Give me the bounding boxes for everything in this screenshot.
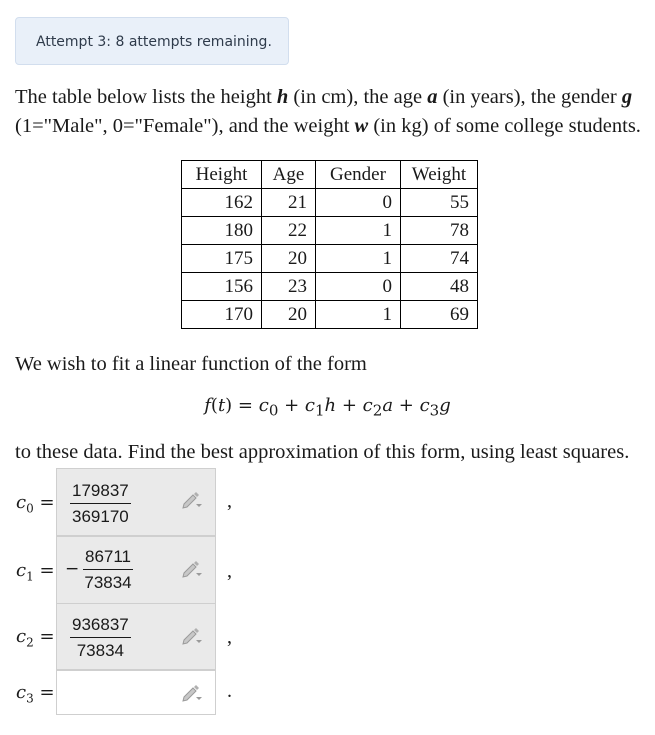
cell-gender: 0: [316, 273, 401, 301]
table-row: [182, 217, 478, 245]
c1-sign: −: [65, 559, 80, 579]
intro-text-4: (1="Male", 0="Female"), and the weight: [15, 115, 355, 137]
formula-f: f: [204, 395, 211, 416]
cell-age: 21: [262, 189, 316, 217]
problem-intro: [15, 83, 645, 141]
pencil-icon[interactable]: [181, 491, 203, 509]
pencil-icon[interactable]: [181, 560, 203, 578]
table-row: [182, 301, 478, 329]
c0-punct: ,: [227, 490, 232, 512]
cell-gender: 0: [316, 189, 401, 217]
cell-gender: 1: [316, 245, 401, 273]
model-formula: $f(t) = c_0 + c_1h + c_2a + c_3g$: [204, 395, 451, 420]
c0-answer-field[interactable]: [56, 468, 216, 536]
var-w: w: [354, 115, 369, 137]
c1-numerator: 86711: [83, 547, 133, 570]
formula-c1: c: [304, 395, 315, 416]
cell-height: 162: [182, 189, 262, 217]
c0-label: $c_0$ =: [16, 492, 55, 516]
cell-age: 23: [262, 273, 316, 301]
cell-height: 170: [182, 301, 262, 329]
formula-c3: c: [419, 395, 430, 416]
header-age: Age: [262, 161, 316, 189]
c2-fraction: [70, 615, 131, 661]
var-a: a: [427, 86, 438, 108]
table-row: [182, 189, 478, 217]
c1-denominator: 73834: [84, 573, 132, 592]
c2-numerator: 936837: [70, 615, 131, 638]
table-row: [182, 273, 478, 301]
cell-height: 156: [182, 273, 262, 301]
header-gender: Gender: [316, 161, 401, 189]
cell-weight: 55: [401, 189, 478, 217]
formula-t: t: [217, 395, 226, 416]
c2-denominator: 73834: [76, 641, 124, 660]
data-table: [181, 160, 478, 329]
formula-h: h: [324, 395, 337, 416]
intro-text-2: (in cm), the age: [288, 86, 428, 108]
c3-answer-field[interactable]: [56, 670, 216, 715]
cell-weight: 74: [401, 245, 478, 273]
pencil-icon[interactable]: [181, 627, 203, 645]
c0-denominator: 369170: [72, 507, 129, 526]
cell-weight: 69: [401, 301, 478, 329]
var-g: g: [621, 86, 633, 108]
c2-answer-field[interactable]: [56, 603, 216, 670]
cell-age: 20: [262, 245, 316, 273]
formula-c2: c: [362, 395, 373, 416]
cell-age: 22: [262, 217, 316, 245]
cell-gender: 1: [316, 217, 401, 245]
cell-age: 20: [262, 301, 316, 329]
intro-text-3: (in years), the gender: [437, 86, 622, 108]
c1-fraction: [83, 547, 133, 593]
formula-g: g: [439, 395, 451, 416]
header-height: Height: [182, 161, 262, 189]
c3-label: $c_3$ =: [16, 682, 55, 706]
instruction-text: to these data. Find the best approximation of this form, using least squares.: [15, 441, 630, 463]
fit-text: We wish to fit a linear function of the form: [15, 353, 367, 375]
c1-punct: ,: [227, 560, 232, 582]
formula-a: a: [382, 395, 394, 416]
c0-fraction: [70, 481, 131, 527]
var-h: h: [276, 86, 289, 108]
c2-punct: ,: [227, 626, 232, 648]
cell-weight: 78: [401, 217, 478, 245]
cell-height: 180: [182, 217, 262, 245]
table-header-row: [182, 161, 478, 189]
c3-punct: .: [227, 680, 232, 702]
cell-height: 175: [182, 245, 262, 273]
attempt-banner: Attempt 3: 8 attempts remaining.: [15, 17, 289, 65]
header-weight: Weight: [401, 161, 478, 189]
c1-answer-field[interactable]: [56, 536, 216, 604]
intro-text-1: The table below lists the height: [15, 86, 277, 108]
pencil-icon[interactable]: [181, 684, 203, 702]
cell-gender: 1: [316, 301, 401, 329]
c1-label: $c_1$ =: [16, 560, 55, 584]
c0-numerator: 179837: [70, 481, 131, 504]
intro-text-5: (in kg) of some college students.: [368, 115, 641, 137]
cell-weight: 48: [401, 273, 478, 301]
c2-label: $c_2$ =: [16, 626, 55, 650]
formula-c0: c: [258, 395, 269, 416]
table-row: [182, 245, 478, 273]
